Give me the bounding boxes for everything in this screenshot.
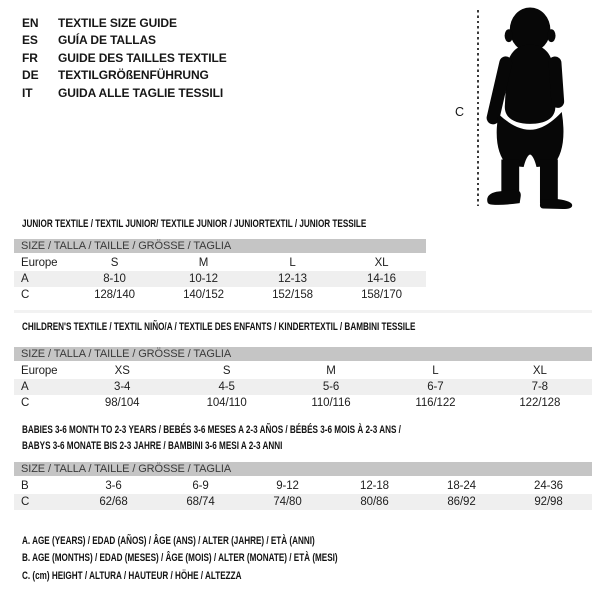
- cell-value: 152/158: [272, 289, 313, 301]
- table-row: [14, 271, 426, 287]
- table-row: [14, 363, 592, 379]
- size-header-bar: SIZE / TALLA / TAILLE / GRÖSSE / TAGLIA: [14, 347, 592, 361]
- cell-value: 104/110: [206, 397, 247, 409]
- language-code: DE: [22, 68, 39, 83]
- babies-section-title: [22, 422, 401, 454]
- size-header-bar: SIZE / TALLA / TAILLE / GRÖSSE / TAGLIA: [14, 239, 426, 253]
- section-title-line: JUNIOR TEXTILE / TEXTIL JUNIOR/ TEXTILE JUNIOR / JUNIORTEXTIL / JUNIOR TESSILE: [22, 218, 367, 230]
- height-measure-dotted-line: [477, 10, 479, 206]
- toddler-silhouette: [482, 5, 594, 213]
- table-row: [14, 379, 592, 395]
- language-row: [22, 32, 227, 49]
- cell-value: 24-36: [534, 480, 563, 492]
- children-size-table: [14, 347, 592, 411]
- cell-value: 62/68: [99, 496, 128, 508]
- cell-value: 12-18: [360, 480, 389, 492]
- cell-value: S: [110, 257, 119, 269]
- cell-value: 122/128: [519, 397, 561, 409]
- junior-size-table: [14, 239, 426, 303]
- row-label: C: [21, 397, 30, 409]
- language-row: [22, 85, 227, 102]
- table-row: [14, 287, 426, 303]
- children-section-title: [22, 319, 415, 335]
- table-row: [14, 478, 592, 494]
- separator-rule: [14, 310, 592, 313]
- language-code: IT: [22, 85, 33, 100]
- cell-value: 9-12: [276, 480, 299, 492]
- cell-value: 98/104: [104, 397, 140, 409]
- footnote-line: A. AGE (YEARS) / EDAD (AÑOS) / ÂGE (ANS) / ALTER (JAHRE) / ETÀ (ANNI): [22, 535, 315, 547]
- cell-value: 18-24: [447, 480, 476, 492]
- junior-section-title: [22, 216, 366, 232]
- cell-value: 128/140: [94, 289, 135, 301]
- footnote-line: C. (cm) HEIGHT / ALTURA / HAUTEUR / HÖHE / ALTEZZA: [22, 569, 242, 582]
- cell-value: 4-5: [218, 381, 235, 393]
- table-row: [14, 395, 592, 411]
- language-guide-title: TEXTILE SIZE GUIDE: [58, 16, 177, 30]
- cell-value: 86/92: [447, 496, 476, 508]
- row-label: A: [21, 273, 29, 285]
- cell-value: 92/98: [534, 496, 563, 508]
- cell-value: L: [289, 257, 296, 269]
- row-label: B: [21, 480, 29, 492]
- cell-value: M: [326, 365, 336, 377]
- language-guide-title: GUIDA ALLE TAGLIE TESSILI: [58, 85, 224, 100]
- row-label: Europe: [21, 365, 58, 377]
- section-title-line: CHILDREN'S TEXTILE / TEXTIL NIÑO/A / TEXTILE DES ENFANTS / KINDERTEXTIL / BAMBINI TESSILE: [22, 321, 416, 333]
- language-row: [22, 67, 227, 84]
- cell-value: XL: [532, 365, 547, 377]
- cell-value: 140/152: [183, 289, 224, 301]
- cell-value: 68/74: [186, 496, 215, 508]
- cell-value: 116/122: [415, 397, 456, 409]
- cell-value: S: [222, 365, 231, 377]
- row-label: Europe: [21, 257, 58, 269]
- cell-value: XL: [374, 257, 389, 269]
- section-title-line: BABIES 3-6 MONTH TO 2-3 YEARS / BEBÉS 3-6 MESES A 2-3 AÑOS / BÉBÉS 3-6 MOIS À 2-3 ANS /: [22, 424, 401, 436]
- cell-value: 3-6: [105, 480, 122, 492]
- language-guide-title: GUIDE DES TAILLES TEXTILE: [58, 50, 227, 65]
- cell-value: 6-9: [192, 480, 209, 492]
- cell-value: 6-7: [427, 381, 444, 393]
- language-code: EN: [22, 16, 39, 30]
- cell-value: L: [432, 365, 439, 377]
- language-guide-title: GUÍA DE TALLAS: [58, 33, 156, 48]
- cell-value: 74/80: [273, 496, 302, 508]
- cell-value: XS: [114, 365, 130, 377]
- language-row: [22, 50, 227, 67]
- footnote-line: B. AGE (MONTHS) / EDAD (MESES) / ÂGE (MOIS) / ALTER (MONATE) / ETÀ (MESI): [22, 552, 338, 565]
- language-title-list: [22, 15, 227, 102]
- cell-value: 12-13: [278, 273, 307, 285]
- cell-value: 10-12: [189, 273, 218, 285]
- table-row: [14, 255, 426, 271]
- cell-value: M: [198, 257, 209, 269]
- section-title-line: BABYS 3-6 MONATE BIS 2-3 JAHRE / BAMBINI 3-6 MESI A 2-3 ANNI: [22, 440, 283, 452]
- height-measure-label: C: [455, 105, 465, 119]
- babies-size-table: [14, 462, 592, 510]
- cell-value: 5-6: [322, 381, 340, 393]
- row-label: C: [21, 496, 30, 508]
- language-code: ES: [22, 33, 38, 48]
- cell-value: 158/170: [361, 289, 402, 301]
- table-row: [14, 494, 592, 510]
- size-header-bar: SIZE / TALLA / TAILLE / GRÖSSE / TAGLIA: [14, 462, 592, 476]
- row-label: A: [21, 381, 29, 393]
- cell-value: 3-4: [114, 381, 131, 393]
- cell-value: 8-10: [103, 273, 126, 285]
- cell-value: 110/116: [311, 397, 351, 409]
- language-row: [22, 15, 227, 32]
- cell-value: 7-8: [531, 381, 548, 393]
- footnote-list: [22, 533, 449, 585]
- cell-value: 80/86: [360, 496, 389, 508]
- row-label: C: [21, 289, 30, 301]
- language-code: FR: [22, 50, 38, 65]
- language-guide-title: TEXTILGRÖßENFÜHRUNG: [58, 68, 209, 83]
- cell-value: 14-16: [367, 273, 396, 285]
